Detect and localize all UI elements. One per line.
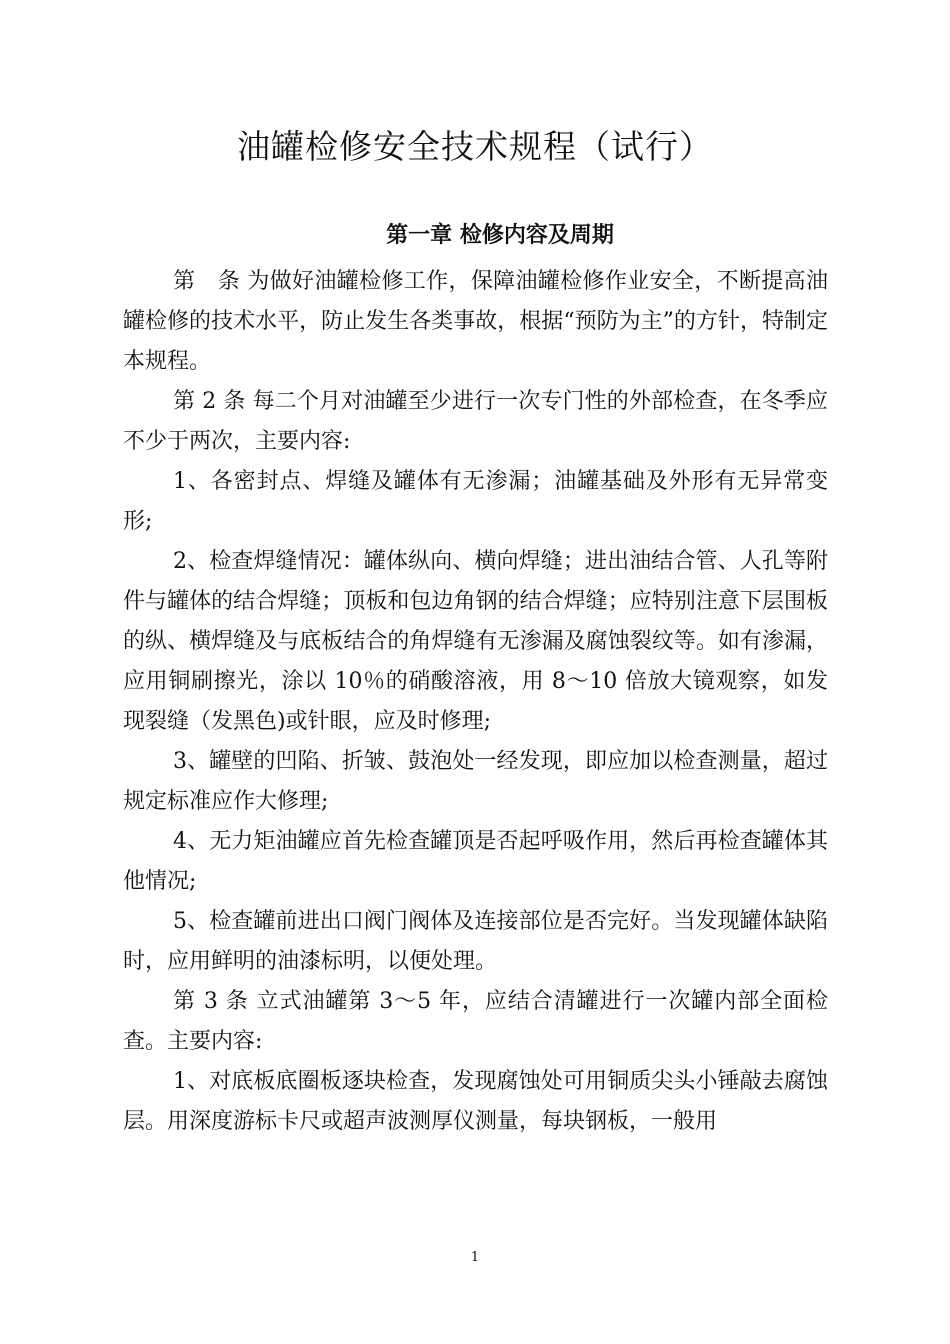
paragraph-item-3: 3、罐壁的凹陷、折皱、鼓泡处一经发现，即应加以检查测量，超过规定标准应作大修理;: [123, 749, 828, 814]
paragraph-article-3-item-1: 1、对底板底圈板逐块检查，发现腐蚀处可用铜质尖头小锤敲去腐蚀层。用深度游标卡尺或超声波测厚仪测量，每块钢板，一般用: [123, 1069, 828, 1134]
chapter-heading: 第一章 检修内容及周期: [386, 223, 614, 248]
document-body: [123, 262, 828, 1142]
paragraph-article-2: 第 2 条 每二个月对油罐至少进行一次专门性的外部检查，在冬季应不少于两次，主要内容:: [123, 389, 828, 454]
page-number: 1: [470, 1250, 480, 1265]
paragraph-item-5: 5、检查罐前进出口阀门阀体及连接部位是否完好。当发现罐体缺陷时，应用鲜明的油漆标明，以便处理。: [123, 909, 828, 974]
paragraph-item-2: 2、检查焊缝情况：罐体纵向、横向焊缝；进出油结合管、人孔等附件与罐体的结合焊缝；顶板和包边角钢的结合焊缝；应特别注意下层围板的纵、横焊缝及与底板结合的角焊缝有无渗漏及腐蚀裂纹等。如有渗漏，应用铜刷擦光，涂以 10％的硝酸溶液，用 8～10 倍放大镜观察，如发现裂缝（发黑色)或针眼，应及时修理;: [123, 549, 828, 734]
paragraph-article-3: 第 3 条 立式油罐第 3～5 年，应结合清罐进行一次罐内部全面检查。主要内容:: [123, 989, 828, 1054]
paragraph-article-1: 第 条 为做好油罐检修工作，保障油罐检修作业安全，不断提高油罐检修的技术水平，防止发生各类事故，根据“预防为主”的方针，特制定本规程。: [123, 269, 828, 374]
paragraph-item-1: 1、各密封点、焊缝及罐体有无渗漏；油罐基础及外形有无异常变形;: [123, 469, 828, 534]
paragraph-item-4: 4、无力矩油罐应首先检查罐顶是否起呼吸作用，然后再检查罐体其他情况;: [123, 829, 828, 894]
document-title: 油罐检修安全技术规程（试行）: [237, 127, 713, 166]
